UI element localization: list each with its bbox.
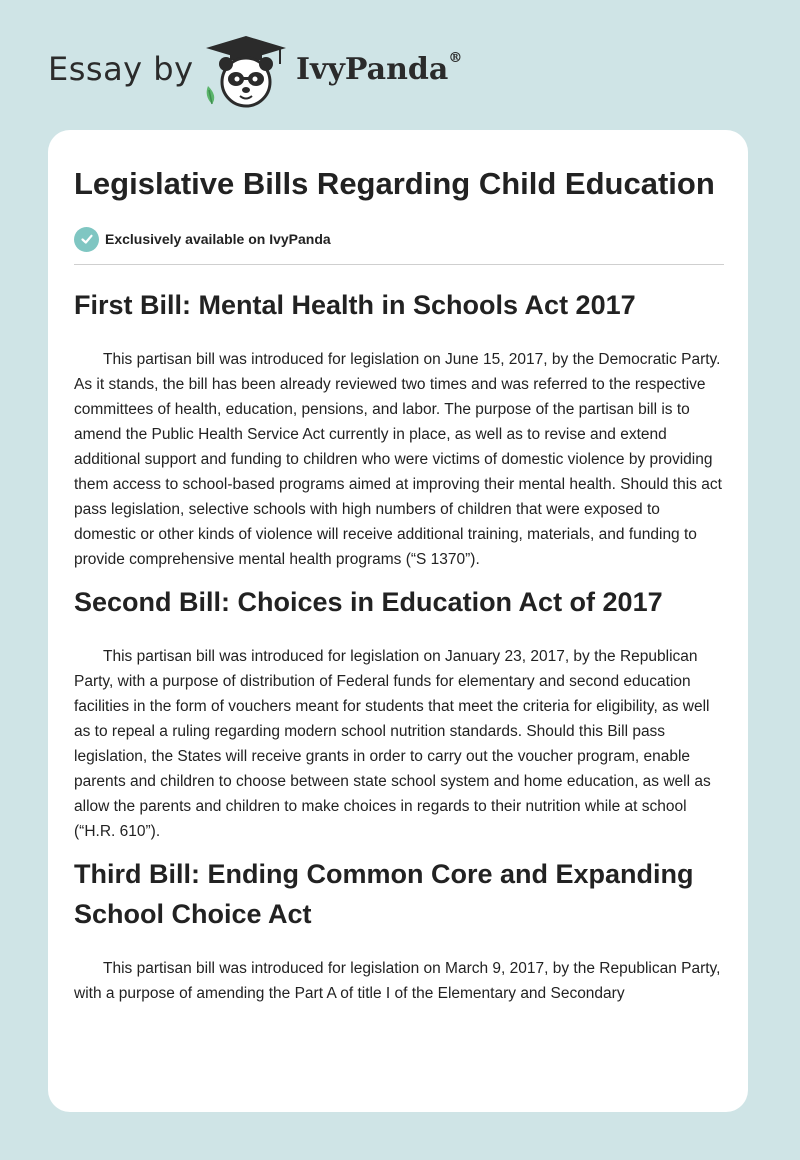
exclusive-badge xyxy=(74,226,724,252)
divider xyxy=(74,264,724,265)
section-heading-first-bill: First Bill: Mental Health in Schools Act 2017 xyxy=(74,290,636,320)
essay-card xyxy=(48,130,748,1112)
registered-mark: ® xyxy=(448,50,463,66)
essay-by-label: Essay by xyxy=(48,50,194,88)
section-heading-second-bill: Second Bill: Choices in Education Act of 2017 xyxy=(74,587,663,617)
brand-label: IvyPanda xyxy=(296,52,449,87)
check-circle-icon xyxy=(74,227,99,252)
section-heading-third-bill: Third Bill: Ending Common Core and Expanding School Choice Act xyxy=(74,859,694,929)
section-paragraph-second-bill: This partisan bill was introduced for legislation on January 23, 2017, by the Republican Party, with a purpose of distribution of Federal funds for elementary and second education facilities in the form of vouchers meant for students that meet the criteria for eligibility, as well as to repeal a ruling regarding modern school nutrition standards. Should this Bill pass legislation, the States will receive grants in order to carry out the voucher program, enable parents and children to choose between state school system and home education, as well as allow the parents and children to make choices in regards to their nutrition while at school (“H.R. 610”). xyxy=(74,648,711,840)
page-title: Legislative Bills Regarding Child Education xyxy=(74,166,715,201)
panda-logo-icon[interactable] xyxy=(200,34,292,110)
site-header xyxy=(0,0,800,120)
section-paragraph-third-bill: This partisan bill was introduced for legislation on March 9, 2017, by the Republican Party, with a purpose of amending the Part A of title I of the Elementary and Secondary xyxy=(74,960,721,1002)
essay-content xyxy=(74,164,724,1006)
section-paragraph-first-bill: This partisan bill was introduced for legislation on June 15, 2017, by the Democratic Party. As it stands, the bill has been already reviewed two times and was referred to the respective committees of health, education, pensions, and labor. The purpose of the partisan bill is to amend the Public Health Service Act currently in place, as well as to revise and extend additional support and funding to children who were victims of domestic violence by providing them access to school-based programs aimed at improving their mental health. Should this act pass legislation, selective schools with high numbers of children that were exposed to domestic or other kinds of violence will receive additional training, materials, and funding to provide comprehensive mental health programs (“S 1370”). xyxy=(74,351,722,568)
exclusive-label: Exclusively available on IvyPanda xyxy=(105,231,331,247)
brand-name[interactable] xyxy=(296,52,462,87)
